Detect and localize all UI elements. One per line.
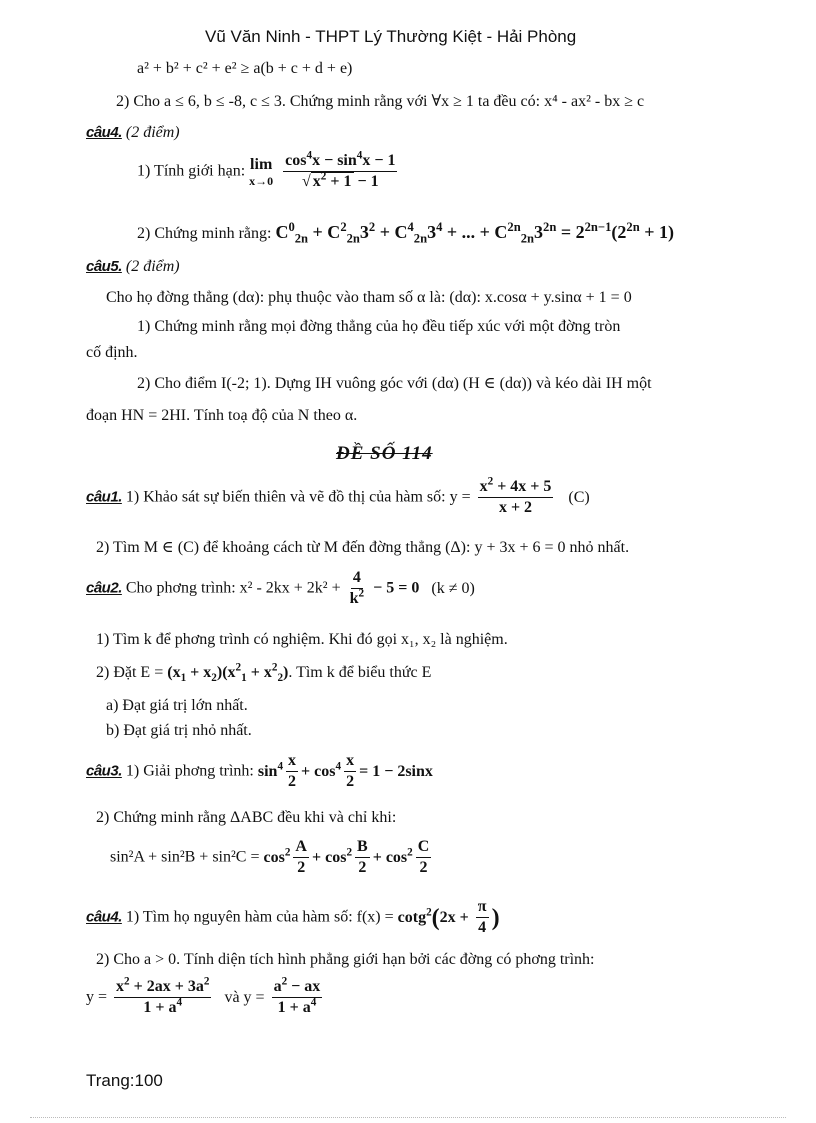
cau4-question-2 — [137, 222, 674, 244]
curve2-label: và y = — [224, 988, 265, 1006]
cau2-question-1: 1) Tìm k để phơng trình có nghiệm. Khi đó gọi x₁, x₂ là nghiệm. — [96, 631, 508, 648]
cau5-q1-line1: 1) Chứng minh rằng mọi đờng thẳng của họ đều tiếp xúc với một đờng tròn — [137, 318, 621, 335]
cau5-points: (2 điểm) — [125, 258, 180, 275]
identity-lhs: sin²A + sin²B + sin²C = — [110, 848, 260, 866]
cau5-q2-line1: 2) Cho điểm I(-2; 1). Dựng IH vuông góc với (dα) (H ∈ (dα)) và kéo dài IH một — [137, 375, 652, 392]
cau3-question-1 — [86, 752, 433, 792]
limit-operator: lim x→0 — [249, 156, 274, 189]
part1-question-2: 2) Cho a ≤ 6, b ≤ -8, c ≤ 3. Chứng minh rằng với ∀x ≥ 1 ta đều có: x⁴ - ax² - bx ≥ c — [116, 93, 645, 110]
cau4b-q1-text: 1) Tìm họ nguyên hàm của hàm số: f(x) = — [125, 908, 394, 926]
equation-tail: − 5 = 0 — [373, 579, 420, 597]
cau2-condition: (k ≠ 0) — [431, 579, 475, 597]
cau3-question-2: 2) Chứng minh rằng ΔABC đều khi và chỉ khi: — [96, 809, 397, 826]
cotangent-function: cotg$^2$(2x + $\frac{\pi}{4}$ ) — [397, 898, 500, 937]
equation-fraction: $\frac{4}{k^2}$ — [349, 569, 365, 608]
cau2-part-a: a) Đạt giá trị lớn nhất. — [106, 697, 248, 714]
cau2-q2-text: 2) Đặt E = — [96, 664, 164, 681]
cau4b-label: câu4. — [86, 908, 122, 926]
cau2-part-b: b) Đạt giá trị nhỏ nhất. — [106, 722, 252, 739]
cau1-label: câu1. — [86, 488, 122, 506]
cau5-label: câu5. — [86, 258, 122, 275]
binomial-identity: $C^0_{2n} + C^2_{2n}3^2 + C^4_{2n}3^4$ + ... + $C^{2n}_{2n}3^{2n} = 2^{2n-1}(2^{2n} + 1)$ — [275, 220, 674, 246]
cau5-intro: Cho họ đờng thẳng (dα): phụ thuộc vào tham số α là: (dα): x.cosα + y.sinα + 1 = 0 — [106, 289, 632, 306]
cau5-heading — [86, 257, 180, 276]
cau5-q2-line2: đoạn HN = 2HI. Tính toạ độ của N theo α. — [86, 407, 358, 424]
page-header: Vũ Văn Ninh - THPT Lý Thường Kiệt - Hải Phòng — [205, 27, 577, 46]
cau5-q1-line2: cố định. — [86, 344, 138, 361]
cau2-q2-tail: . Tìm k để biểu thức E — [288, 664, 432, 681]
cau4b-question-1 — [86, 898, 500, 938]
cau2-label: câu2. — [86, 579, 122, 597]
page-footer — [86, 1071, 163, 1091]
cau1-question-1 — [86, 475, 590, 518]
inequality-top: a² + b² + c² + e² ≥ a(b + c + d + e) — [137, 60, 353, 77]
cau3-label: câu3. — [86, 762, 122, 780]
cau4-q1-text: 1) Tính giới hạn: — [137, 162, 246, 180]
cau3-q1-text: 1) Giải phơng trình: — [125, 762, 254, 780]
exam-title: ĐỀ SỐ 114 — [336, 443, 433, 464]
limit-fraction: $\frac{\cos^4x - \sin^4x - 1}{√ x^2 + 1 - 1}$ — [285, 149, 396, 191]
footer-label: Trang: — [86, 1071, 135, 1090]
area-curves — [86, 975, 325, 1018]
curve1-label: y = — [86, 988, 108, 1006]
trig-equation: $\sin^4$ $\frac{x}{2}$ + $\cos^4$ $\frac{x}{2}$ = 1 − 2sinx — [257, 752, 433, 791]
cau2-intro — [86, 569, 475, 609]
cau4-question-1 — [137, 149, 400, 192]
curve1-fraction: $\frac{x^2 + 2ax + 3a^2}{1 + a^4}$ — [116, 975, 210, 1017]
function-fraction: $\frac{x^2 + 4x + 5}{x + 2}$ — [479, 475, 552, 517]
cau2-question-2 — [96, 661, 432, 685]
cau1-question-2: 2) Tìm M ∈ (C) để khoảng cách từ M đến đờng thẳng (Δ): y + 3x + 6 = 0 nhỏ nhất. — [96, 539, 630, 556]
curve2-fraction: $\frac{a^2 - ax}{1 + a^4}$ — [273, 975, 321, 1017]
cau4-label: câu4. — [86, 124, 122, 141]
cau1-q1-text: 1) Khảo sát sự biến thiên và vẽ đồ thị của hàm số: y = — [125, 488, 471, 506]
cau4-heading — [86, 123, 180, 142]
cau4b-question-2: 2) Cho a > 0. Tính diện tích hình phẳng giới hạn bởi các đờng có phơng trình: — [96, 951, 595, 968]
cau4-q2-text: 2) Chứng minh rằng: — [137, 225, 272, 242]
cau4-points: (2 điểm) — [125, 124, 180, 141]
bottom-divider — [30, 1117, 786, 1118]
expression-E: $(x_1 + x_2)(x^2_1 + x^2_2)$ — [167, 661, 289, 685]
triangle-identity — [110, 838, 434, 878]
cau2-equation-text: Cho phơng trình: x² - 2kx + 2k² + — [125, 579, 341, 597]
page-number: 100 — [134, 1071, 163, 1090]
identity-rhs: $\cos^2$ $\frac{A}{2}$ + $\cos^2$ $\frac{B}{2}$ + $\cos^2$ $\frac{C}{2}$ — [263, 838, 430, 877]
curve-label: (C) — [568, 488, 590, 506]
